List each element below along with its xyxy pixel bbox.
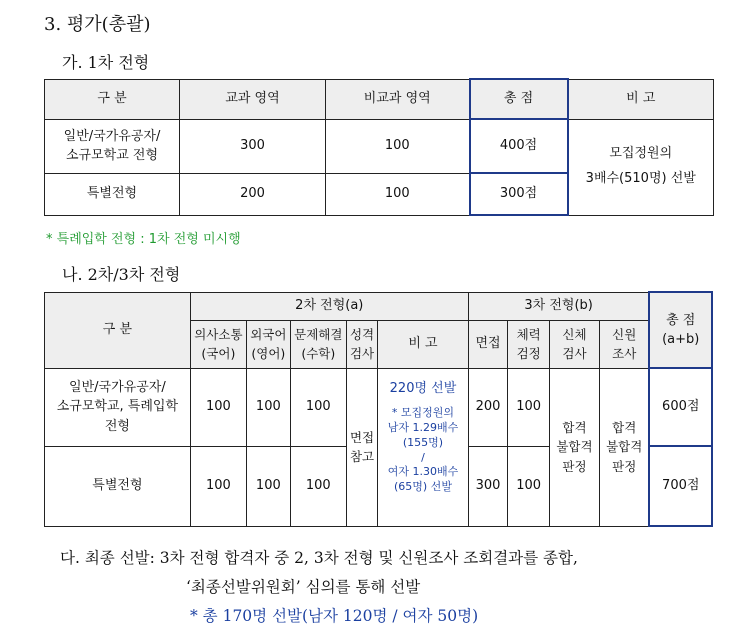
personality-value: 면접 참고 [346,368,377,526]
header-fitness: 체력 검정 [508,320,550,368]
stage23-heading: 나. 2차/3차 전형 [62,265,181,284]
row-communication: 100 [190,446,246,526]
header-remark: 비 고 [378,320,469,368]
row-total: 400점 [470,119,568,173]
row-interview: 300 [468,446,508,526]
row-nonsubject: 100 [326,119,470,173]
header-foreign: 외국어 (영어) [246,320,290,368]
stage23-group-header-row [45,292,713,320]
header-category: 구 분 [45,79,180,119]
section-title: 3. 평가(총괄) [44,14,151,35]
physical-value: 합격 불합격 판정 [549,368,599,526]
row-category: 특별전형 [45,446,191,526]
row-total: 700점 [649,446,712,526]
row-category: 일반/국가유공자/ 소규모학교 전형 [45,119,180,173]
row-subject: 200 [180,173,326,215]
header-subject: 교과 영역 [180,79,326,119]
row-foreign: 100 [246,446,290,526]
final-selection-total: * 총 170명 선발(남자 120명 / 여자 50명) [190,607,479,625]
background-value: 합격 불합격 판정 [599,368,649,526]
table-row [45,119,714,173]
header-stage3: 3차 전형(b) [468,292,649,320]
row-total: 600점 [649,368,712,446]
row-category: 일반/국가유공자/ 소규모학교, 특례입학 전형 [45,368,191,446]
header-personality: 성격 검사 [346,320,377,368]
row-total: 300점 [470,173,568,215]
header-nonsubject: 비교과 영역 [326,79,470,119]
header-physical: 신체 검사 [549,320,599,368]
header-stage2: 2차 전형(a) [190,292,468,320]
stage1-header-row [45,79,714,119]
stage1-table [44,78,714,216]
row-nonsubject: 100 [326,173,470,215]
stage1-remark: 모집정원의 3배수(510명) 선발 [568,119,714,215]
header-interview: 면접 [468,320,508,368]
row-interview: 200 [468,368,508,446]
stage1-note: * 특례입학 전형 : 1차 전형 미시행 [46,232,241,247]
row-subject: 300 [180,119,326,173]
row-fitness: 100 [508,446,550,526]
stage1-heading: 가. 1차 전형 [62,53,150,72]
row-fitness: 100 [508,368,550,446]
header-total: 총 점 (a+b) [649,292,712,368]
row-category: 특별전형 [45,173,180,215]
header-background: 신원 조사 [599,320,649,368]
remark-main: 220명 선발 [389,380,457,396]
remark-detail: * 모집정원의 남자 1.29배수 (155명) / 여자 1.30배수 (65명) 선발 [387,406,459,494]
row-problem: 100 [290,446,346,526]
table-row [45,368,713,446]
row-problem: 100 [290,368,346,446]
header-communication: 의사소통 (국어) [190,320,246,368]
header-category: 구 분 [45,292,191,368]
final-selection-line1: 다. 최종 선발: 3차 전형 합격자 중 2, 3차 전형 및 신원조사 조회결과를 종합, [60,549,578,567]
header-total: 총 점 [470,79,568,119]
stage23-remark [378,368,469,526]
header-remark: 비 고 [568,79,714,119]
row-communication: 100 [190,368,246,446]
final-selection-line2: ‘최종선발위원회’ 심의를 통해 선발 [186,578,421,596]
stage23-table [44,291,713,527]
header-problem: 문제해결 (수학) [290,320,346,368]
row-foreign: 100 [246,368,290,446]
